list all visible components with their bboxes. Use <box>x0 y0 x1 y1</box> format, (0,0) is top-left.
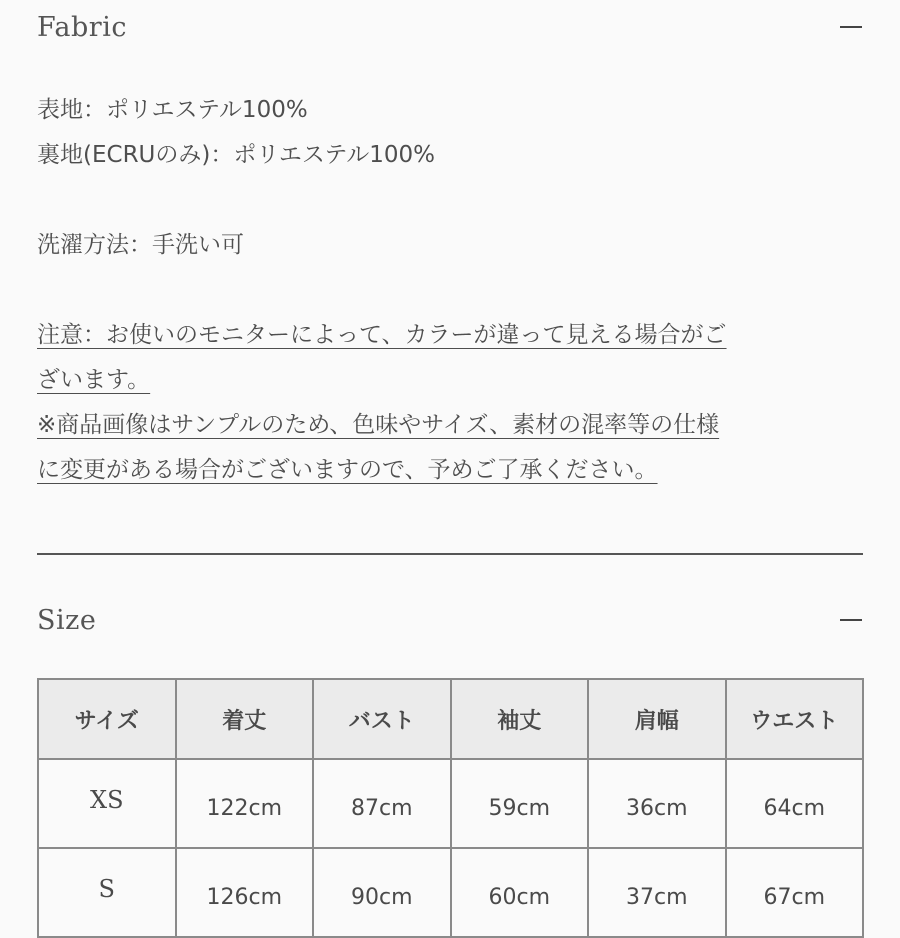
header-waist: ウエスト <box>726 679 864 759</box>
header-sleeve: 袖丈 <box>451 679 589 759</box>
notice-line: ざいます。 <box>37 367 151 393</box>
header-shoulder: 肩幅 <box>588 679 726 759</box>
table-cell: 37cm <box>588 848 726 937</box>
fabric-notice <box>37 313 867 493</box>
table-cell: 87cm <box>313 759 451 848</box>
notice-line: ※商品画像はサンプルのため、色味やサイズ、素材の混率等の仕様 <box>37 412 720 438</box>
fabric-content <box>37 88 867 493</box>
size-label: XS <box>38 759 176 848</box>
header-bust: バスト <box>313 679 451 759</box>
table-row <box>38 848 863 937</box>
table-cell: 59cm <box>451 759 589 848</box>
header-length: 着丈 <box>176 679 314 759</box>
table-cell: 90cm <box>313 848 451 937</box>
fabric-title: Fabric <box>37 11 127 43</box>
minus-icon <box>840 26 862 28</box>
spacer <box>37 178 867 223</box>
size-label: S <box>38 848 176 937</box>
minus-icon <box>840 619 862 621</box>
fabric-outer-material: 表地：ポリエステル100% <box>37 97 308 123</box>
table-cell: 122cm <box>176 759 314 848</box>
table-cell: 64cm <box>726 759 864 848</box>
fabric-collapse-button[interactable] <box>839 15 863 39</box>
table-cell: 67cm <box>726 848 864 937</box>
fabric-section-header[interactable] <box>37 7 863 47</box>
table-header-row <box>38 679 863 759</box>
size-section-header[interactable] <box>37 600 863 640</box>
notice-line: 注意：お使いのモニターによって、カラーが違って見える場合がご <box>37 322 727 348</box>
table-cell: 126cm <box>176 848 314 937</box>
size-collapse-button[interactable] <box>839 608 863 632</box>
notice-line: に変更がある場合がございますので、予めご了承ください。 <box>37 457 658 483</box>
size-title: Size <box>37 604 97 636</box>
table-cell: 36cm <box>588 759 726 848</box>
fabric-lining-material: 裏地(ECRUのみ)：ポリエステル100% <box>37 142 436 168</box>
fabric-care-instructions: 洗濯方法：手洗い可 <box>37 232 244 258</box>
header-size: サイズ <box>38 679 176 759</box>
section-divider <box>37 553 863 555</box>
table-row <box>38 759 863 848</box>
table-cell: 60cm <box>451 848 589 937</box>
size-table <box>37 678 864 938</box>
